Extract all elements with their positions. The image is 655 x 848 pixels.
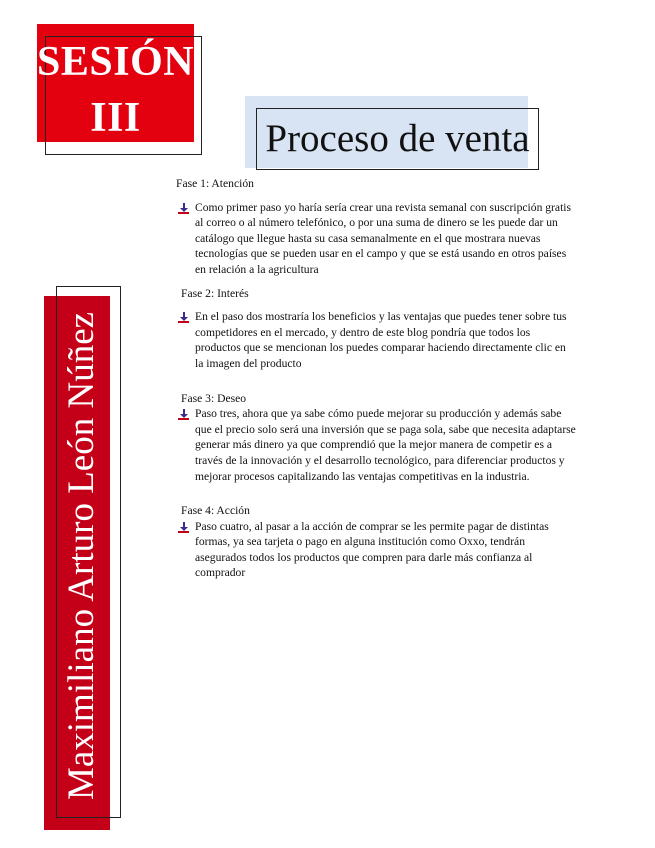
- phase-label: Fase 3: Deseo: [181, 391, 247, 405]
- phase-label: Fase 2: Interés: [181, 286, 249, 300]
- phase-text: En el paso dos mostraría los beneficios y las ventajas que puedes tener sobre tus competidores en el mercado, y dentro de este blog pondría que todos los productos que se mencionan los puedes comparar haciendo directamente clic en la imagen del producto: [195, 310, 567, 370]
- phase-3: [176, 391, 576, 485]
- phase-label: Fase 1: Atención: [176, 177, 254, 190]
- session-line2: III: [90, 95, 141, 141]
- down-arrow-bullet-icon: [176, 406, 195, 420]
- phase-bullet: [176, 309, 576, 371]
- phases-content: [176, 176, 576, 581]
- phase-4: [176, 503, 576, 581]
- session-heading: [37, 34, 194, 146]
- down-arrow-bullet-icon: [176, 309, 195, 323]
- page-title: Proceso de venta: [265, 117, 530, 160]
- author-name: Maximiliano Arturo León Núñez: [61, 311, 102, 801]
- phase-bullet: [176, 519, 576, 581]
- phase-text: Como primer paso yo haría sería crear una revista semanal con suscripción gratis al correo o al número telefónico, o por una suma de dinero se les puede dar un catálogo que llegue hasta su casa semanalmente en el que mostrara nuevas tecnologías que se pueden usar en el campo y que se está usando en otros países en relación a la agricultura: [195, 200, 572, 276]
- down-arrow-bullet-icon: [176, 519, 195, 533]
- phase-bullet: [176, 200, 576, 278]
- down-arrow-bullet-icon: [176, 200, 195, 214]
- session-line1: SESIÓN: [37, 39, 195, 85]
- phase-2: [176, 286, 576, 372]
- phase-label: Fase 4: Acción: [181, 504, 250, 518]
- phase-1: [176, 176, 576, 278]
- phase-bullet: [176, 406, 576, 484]
- phase-text: Paso cuatro, al pasar a la acción de comprar se les permite pagar de distintas formas, ya sea tarjeta o pago en alguna institución como Oxxo, tendrán asegurados todos los productos que compren para darle más confianza al comprador: [195, 519, 549, 580]
- phase-text: Paso tres, ahora que ya sabe cómo puede mejorar su producción y además sabe que el precio solo será una inversión que se paga sola, sabe que necesita adaptarse generar más dinero ya que comprendió que la mejor manera de competir es a través de la innovación y el desarrollo tecnológico, para diferenciar productos y mejorar procesos capitalizando las ventajas competitivas en la industria.: [195, 407, 576, 483]
